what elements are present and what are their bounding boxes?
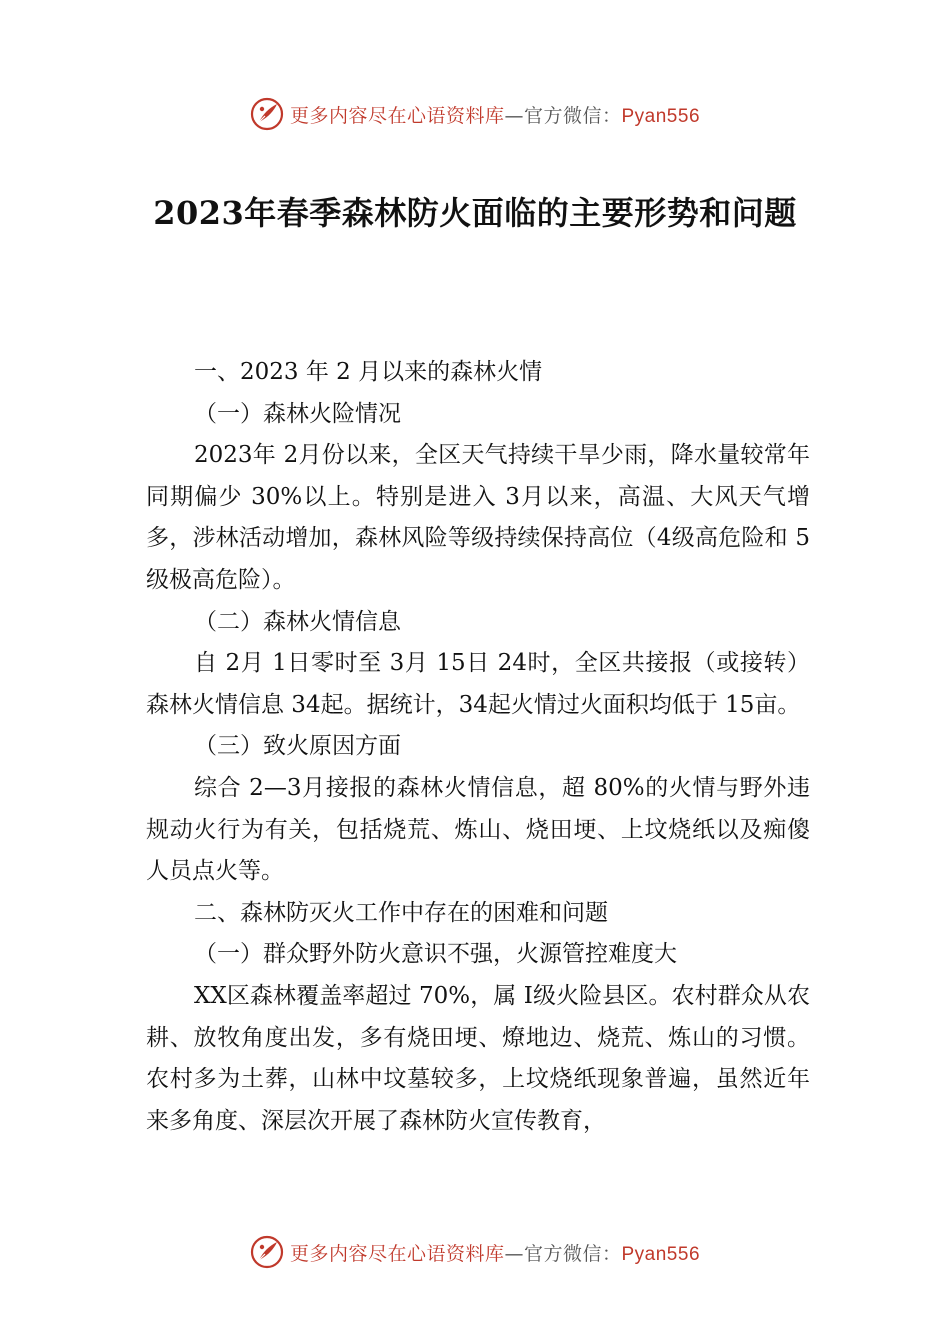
watermark-text: 更多内容尽在心语资料库—官方微信：Pyan556 — [289, 104, 701, 127]
watermark-group — [250, 1235, 700, 1269]
watermark-text: 更多内容尽在心语资料库—官方微信：Pyan556 — [289, 1242, 701, 1265]
body-paragraph: 综合 2—3月接报的森林火情信息，超 80%的火情与野外违规动火行为有关，包括烧荒、炼山、烧田埂、上坟烧纸以及痴傻人员点火等。 — [146, 774, 810, 885]
document-body — [146, 352, 810, 1142]
section-heading: 一、2023 年 2 月以来的森林火情 — [194, 359, 543, 385]
subsection-heading: （三）致火原因方面 — [194, 733, 401, 760]
subsection-heading: （一）森林火险情况 — [194, 400, 401, 427]
watermark-group — [250, 97, 700, 131]
body-paragraph: 2023年 2月份以来，全区天气持续干旱少雨，降水量较常年同期偏少 30%以上。特别是进入 3月以来，高温、大风天气增多，涉林活动增加，森林风险等级持续保持高位（4级高危险和 5级极高危险）。 — [146, 442, 810, 593]
header-watermark — [0, 94, 950, 134]
subsection-heading: （二）森林火情信息 — [194, 608, 401, 635]
quill-logo-icon — [250, 1235, 284, 1269]
document-title: 2023年春季森林防火面临的主要形势和问题 — [153, 194, 797, 232]
footer-watermark — [0, 1232, 950, 1272]
quill-logo-icon — [250, 97, 284, 131]
body-paragraph: 自 2月 1日零时至 3月 15日 24时，全区共接报（或接转）森林火情信息 34起。据统计，34起火情过火面积均低于 15亩。 — [146, 650, 810, 718]
section-heading: 二、森林防灭火工作中存在的困难和问题 — [194, 899, 608, 926]
subsection-heading: （一）群众野外防火意识不强，火源管控难度大 — [194, 941, 677, 968]
body-paragraph: XX区森林覆盖率超过 70%，属 I级火险县区。农村群众从农耕、放牧角度出发，多有烧田埂、燎地边、烧荒、炼山的习惯。农村多为土葬，山林中坟墓较多，上坟烧纸现象普遍，虽然近年来多角度、深层次开展了森林防火宣传教育， — [146, 982, 810, 1134]
